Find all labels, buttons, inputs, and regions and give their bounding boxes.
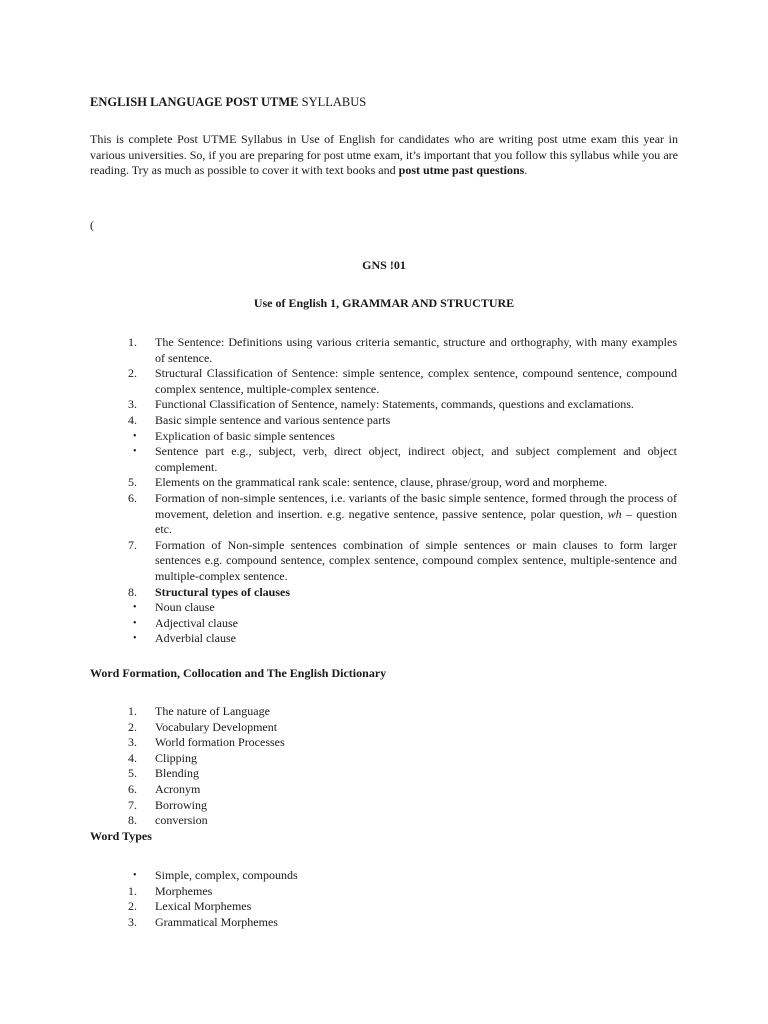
number-marker: 6. — [128, 490, 137, 505]
list-item-italic: wh — [607, 506, 622, 521]
list-item-body: Adjectival clause — [155, 615, 238, 630]
bullet-marker: • — [133, 430, 137, 442]
list-item-body: Clipping — [155, 750, 198, 765]
list-item — [0, 585, 768, 601]
list-item — [0, 704, 768, 720]
bullet-marker: • — [133, 633, 137, 645]
list-item-text — [155, 798, 677, 814]
number-marker: 1. — [128, 335, 137, 349]
open-paren: ( — [90, 218, 94, 232]
list-item — [0, 538, 768, 585]
course-code: GNS !01 — [362, 258, 406, 272]
list-item-body: Sentence part e.g., subject, verb, direct object, indirect object, and subject complement and object complement. — [155, 444, 677, 474]
list-item-body: The nature of Language — [155, 704, 270, 718]
list-item — [0, 766, 768, 782]
number-marker: 4. — [128, 412, 137, 427]
list-item-text — [155, 899, 677, 915]
list-item — [0, 335, 768, 366]
list-item-body: Blending — [155, 766, 199, 781]
bullet-marker: • — [133, 446, 137, 458]
number-marker: 3. — [128, 397, 137, 412]
list-item — [0, 720, 768, 736]
list-item-text — [155, 600, 677, 616]
list-item-text — [155, 444, 677, 475]
list-item-text — [155, 751, 677, 767]
list-item-body: Elements on the grammatical rank scale: sentence, clause, phrase/group, word and morpheme. — [155, 475, 608, 490]
list-item-body: Adverbial clause — [155, 631, 236, 646]
bullet-marker: • — [133, 602, 137, 614]
list-item — [0, 429, 768, 445]
list-item-body: Borrowing — [155, 797, 207, 812]
document-title — [90, 95, 366, 111]
list-item — [0, 631, 768, 647]
list-item-text — [155, 782, 677, 798]
list-item — [0, 413, 768, 429]
list-item-body: Formation of non-simple sentences, i.e. variants of the basic simple sentence, formed through the process of movement, deletion and insertion. e.g. negative sentence, passive sentence, polar question, — [155, 490, 677, 521]
list-item-tail: – question etc. — [155, 506, 677, 537]
list-item — [0, 735, 768, 751]
list-item-text — [155, 335, 677, 366]
list-item-body: Structural Classification of Sentence: simple sentence, complex sentence, compound sentence, compound complex sentence, multiple-complex sentence. — [155, 366, 677, 396]
list-item-text — [155, 491, 677, 538]
list-item-text — [155, 766, 677, 782]
number-marker: 5. — [128, 766, 137, 781]
list-item-text — [155, 413, 677, 429]
list-item — [0, 751, 768, 767]
word-types-list — [0, 868, 768, 930]
list-item — [0, 798, 768, 814]
intro-paragraph — [90, 132, 678, 179]
number-marker: 6. — [128, 781, 137, 796]
list-item — [0, 397, 768, 413]
word-formation-list — [0, 704, 768, 829]
bullet-marker: • — [133, 870, 137, 881]
list-item — [0, 884, 768, 900]
list-item-body: Noun clause — [155, 600, 215, 615]
number-marker: 3. — [128, 914, 137, 929]
word-formation-heading: Word Formation, Collocation and The English Dictionary — [90, 666, 387, 680]
list-item-text — [155, 735, 677, 751]
list-item-text — [155, 429, 677, 445]
list-item-body: Structural types of clauses — [155, 584, 290, 599]
list-item — [0, 475, 768, 491]
title-normal: SYLLABUS — [298, 95, 367, 109]
list-item — [0, 366, 768, 397]
number-marker: 2. — [128, 719, 137, 734]
list-item-text — [155, 813, 677, 829]
list-item-text — [155, 616, 677, 632]
list-item-body: Formation of Non-simple sentences combination of simple sentences or main clauses to form larger sentences e.g. compound sentence, complex sentence, compound complex sentence, multiple-sentence and multiple-complex sentence. — [155, 537, 677, 583]
list-item — [0, 782, 768, 798]
list-item-text — [155, 366, 677, 397]
list-item-body: World formation Processes — [155, 735, 285, 750]
list-item — [0, 616, 768, 632]
list-item-body: Functional Classification of Sentence, namely: Statements, commands, questions and exclamations. — [155, 397, 634, 412]
list-item-body: Basic simple sentence and various sentence parts — [155, 412, 391, 427]
list-item-body: Lexical Morphemes — [155, 899, 252, 914]
list-item-body: Explication of basic simple sentences — [155, 428, 335, 443]
number-marker: 8. — [128, 813, 137, 828]
list-item — [0, 491, 768, 538]
list-item-text — [155, 585, 677, 601]
list-item-body: Morphemes — [155, 883, 213, 898]
number-marker: 1. — [128, 704, 137, 718]
number-marker: 3. — [128, 735, 137, 750]
list-item-text — [155, 915, 677, 931]
list-item-text — [155, 720, 677, 736]
number-marker: 2. — [128, 899, 137, 914]
list-item-body: Acronym — [155, 781, 201, 796]
list-item-text — [155, 631, 677, 647]
number-marker: 5. — [128, 475, 137, 490]
intro-bold: post utme past questions — [398, 163, 525, 178]
list-item-text — [155, 704, 677, 720]
word-types-heading: Word Types — [90, 829, 152, 843]
number-marker: 4. — [128, 750, 137, 765]
course-title: Use of English 1, GRAMMAR AND STRUCTURE — [253, 296, 515, 310]
number-marker: 8. — [128, 584, 137, 599]
number-marker: 1. — [128, 883, 137, 898]
list-item — [0, 868, 768, 884]
list-item — [0, 444, 768, 475]
list-item-body: Grammatical Morphemes — [155, 914, 278, 929]
list-item-text — [155, 538, 677, 585]
list-item — [0, 600, 768, 616]
number-marker: 7. — [128, 537, 137, 552]
intro-text: This is complete Post UTME Syllabus in Use of English for candidates who are writing post utme exam this year in various universities. So, if you are preparing for post utme exam, it’s important that you follow this syllabus while you are reading. Try as much as possible to cover it with text books and — [90, 132, 678, 178]
title-bold: ENGLISH LANGUAGE POST UTME — [90, 95, 299, 109]
list-item-body: conversion — [155, 813, 208, 828]
list-item — [0, 899, 768, 915]
list-item-text — [155, 397, 677, 413]
intro-end: . — [524, 163, 528, 178]
number-marker: 2. — [128, 366, 137, 381]
list-item-text — [155, 475, 677, 491]
list-item-body: Vocabulary Development — [155, 719, 278, 734]
bullet-marker: • — [133, 617, 137, 629]
number-marker: 7. — [128, 797, 137, 812]
list-item-body: The Sentence: Definitions using various criteria semantic, structure and orthography, with many examples of sentence. — [155, 335, 677, 365]
list-item-body: Simple, complex, compounds — [155, 868, 298, 882]
list-item-text — [155, 868, 677, 884]
list-item — [0, 915, 768, 931]
list-item-text — [155, 884, 677, 900]
grammar-list — [0, 335, 768, 647]
list-item — [0, 813, 768, 829]
